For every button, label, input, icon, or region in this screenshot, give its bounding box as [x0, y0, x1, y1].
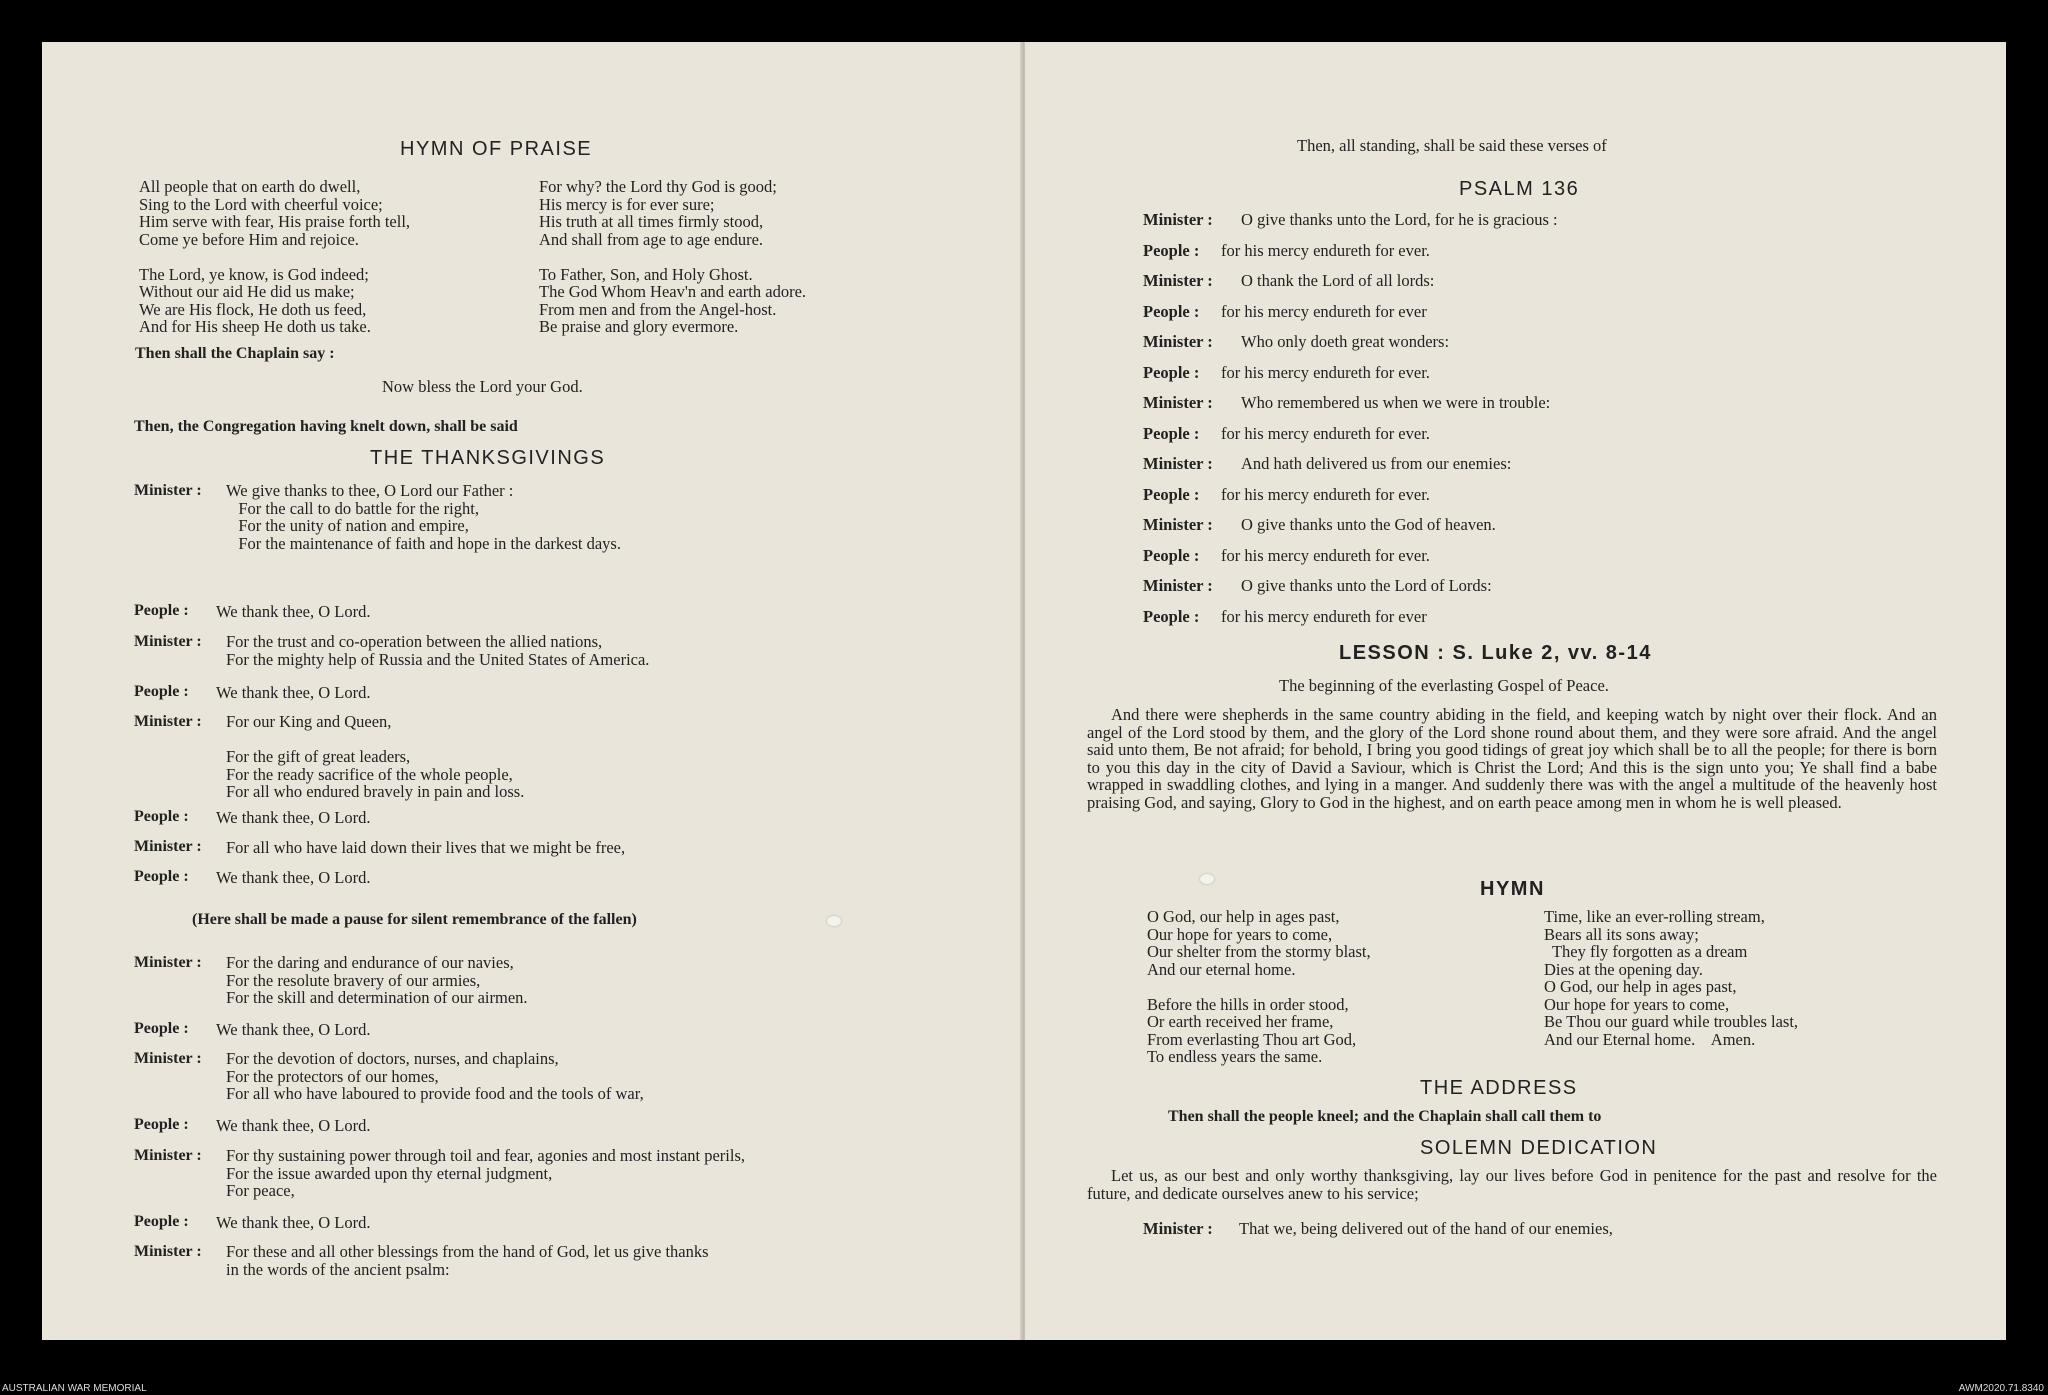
litany-text: We thank thee, O Lord.: [216, 602, 371, 621]
speaker-label: People :: [1143, 301, 1200, 321]
psalm-verse-text: for his mercy endureth for ever.: [1221, 362, 1430, 382]
litany-text: We thank thee, O Lord.: [216, 1020, 371, 1039]
litany-text: For our King and Queen, For the gift of great leaders, For the ready sacrifice of the whole people, For all who endured bravely in pain and loss.: [226, 712, 525, 801]
litany-text: That we, being delivered out of the hand of our enemies,: [1239, 1219, 1613, 1238]
speaker-label: Minister :: [134, 838, 202, 855]
psalm-verse-text: for his mercy endureth for ever.: [1221, 545, 1430, 565]
hymn-verse-column-1: All people that on earth do dwell, Sing to the Lord with cheerful voice; Him serve with fear, His praise forth tell, Come ye before Him and rejoice. The Lord, ye know, is God indeed; Without our aid He did us make; We are His flock, He doth us feed, And for His sheep He doth us take.: [139, 177, 411, 336]
speaker-label: Minister :: [134, 1243, 202, 1260]
psalm-verse-text: O give thanks unto the Lord, for he is gracious :: [1241, 210, 1558, 229]
psalm-verse: [1143, 576, 1492, 596]
speaker-label: People :: [134, 602, 189, 619]
psalm-verse: [1143, 271, 1434, 291]
speaker-label: Minister :: [1143, 393, 1213, 412]
litany-entry: [134, 683, 371, 702]
left-page: [42, 42, 1022, 1340]
hymn-of-praise-title: HYMN OF PRAISE: [400, 138, 593, 160]
psalm-verse-text: for his mercy endureth for ever.: [1221, 423, 1430, 443]
psalm-title: PSALM 136: [1459, 178, 1580, 200]
psalm-verse: [1143, 241, 1430, 261]
pause-rubric: (Here shall be made a pause for silent remembrance of the fallen): [192, 911, 637, 928]
speaker-label: People :: [1143, 484, 1200, 504]
psalm-verse-text: for his mercy endureth for ever.: [1221, 484, 1430, 504]
speaker-label: Minister :: [1143, 576, 1213, 595]
litany-entry: [134, 632, 650, 669]
litany-text: For the daring and endurance of our navies, For the resolute bravery of our armies, For the skill and determination of our airmen.: [226, 953, 528, 1007]
speaker-label: Minister :: [1143, 332, 1213, 351]
hymn-verse-column-2: Time, like an ever-rolling stream, Bears all its sons away; They fly forgotten as a dream Dies at the opening day. O God, our help in ages past, Our hope for years to come, Be Thou our guard while troubles last, And our Eternal home. Amen.: [1544, 907, 1799, 1049]
speaker-label: People :: [134, 1020, 189, 1037]
psalm-verse-text: O give thanks unto the Lord of Lords:: [1241, 576, 1492, 595]
speaker-label: People :: [1143, 423, 1200, 443]
psalm-verse: [1143, 332, 1449, 352]
litany-entry: [134, 481, 621, 553]
psalm-verse-text: Who only doeth great wonders:: [1241, 332, 1450, 351]
psalm-verse-text: for his mercy endureth for ever.: [1221, 240, 1430, 260]
litany-text: For these and all other blessings from the hand of God, let us give thanks in the words of the ancient psalm:: [226, 1242, 709, 1279]
speaker-label: People :: [1143, 606, 1200, 626]
litany-entry: [134, 1242, 709, 1279]
litany-entry: [134, 808, 371, 827]
litany-text: We give thanks to thee, O Lord our Father : For the call to do battle for the right, For the unity of nation and empire, For the maintenance of faith and hope in the darkest days.: [226, 481, 621, 553]
catalog-number: AWM2020.71.8340: [1958, 1383, 2044, 1394]
psalm-verse: [1143, 424, 1430, 444]
litany-text: We thank thee, O Lord.: [216, 1213, 371, 1232]
litany-text: For thy sustaining power through toil and fear, agonies and most instant perils, For the issue awarded upon thy eternal judgment, For peace,: [226, 1146, 746, 1200]
psalm-verse: [1143, 485, 1430, 505]
psalm-verse: [1143, 363, 1430, 383]
speaker-label: Minister :: [134, 954, 202, 971]
hymn-title: HYMN: [1480, 878, 1545, 900]
psalm-verse-text: for his mercy endureth for ever: [1221, 301, 1427, 321]
litany-entry: [134, 1146, 746, 1200]
psalm-verse: [1143, 302, 1427, 322]
psalm-verse: [1143, 454, 1511, 474]
kneel-rubric: Then, the Congregation having knelt down, shall be said: [134, 418, 518, 435]
psalm-verse-text: Who remembered us when we were in trouble:: [1241, 393, 1551, 412]
hymn-verse-column-2: For why? the Lord thy God is good; His mercy is for ever sure; His truth at all times firmly stood, And shall from age to age endure. To Father, Son, and Holy Ghost. The God Whom Heav'n and earth adore. From men and from the Angel-host. Be praise and glory evermore.: [539, 177, 807, 336]
speaker-label: People :: [134, 808, 189, 825]
staple-hole: [827, 916, 841, 926]
final-litany-line: [1143, 1219, 1613, 1239]
psalm-intro: Then, all standing, shall be said these verses of: [1297, 136, 1607, 155]
psalm-verse-text: O thank the Lord of all lords:: [1241, 271, 1435, 290]
litany-entry: [134, 1020, 371, 1039]
lesson-text: And there were shepherds in the same country abiding in the field, and keeping watch by night over their flock. And an angel of the Lord stood by them, and the glory of the Lord shone round about them, and they were sore afraid. And the angel said unto them, Be not afraid; for behold, I bring you good tidings of great joy which shall be to all the people; for there is born to you this day in the city of David a Saviour, which is Christ the Lord; And this is the sign unto you; Ye shall find a babe wrapped in swaddling clothes, and lying in a manger. And suddenly there was with the angel a multitude of the heavenly host praising God, and saying, Glory to God in the highest, and on earth peace among men in whom he is well pleased.: [1087, 705, 1937, 812]
litany-entry: [134, 1049, 644, 1103]
psalm-verse: [1143, 607, 1427, 627]
litany-entry: [134, 1116, 371, 1135]
speaker-label: Minister :: [134, 1147, 202, 1164]
litany-text: For the devotion of doctors, nurses, and chaplains, For the protectors of our homes, For all who have laboured to provide food and the tools of war,: [226, 1049, 644, 1103]
lesson-subtitle: The beginning of the everlasting Gospel of Peace.: [1279, 676, 1609, 695]
archive-credit: AUSTRALIAN WAR MEMORIAL: [2, 1383, 147, 1394]
speaker-label: Minister :: [134, 482, 202, 499]
speaker-label: Minister :: [1143, 271, 1213, 290]
litany-text: We thank thee, O Lord.: [216, 1116, 371, 1135]
litany-entry: [134, 953, 528, 1007]
speaker-label: People :: [1143, 545, 1200, 565]
speaker-label: Minister :: [1143, 1219, 1213, 1238]
chaplain-rubric: Then shall the Chaplain say :: [135, 345, 335, 362]
speaker-label: Minister :: [1143, 454, 1213, 473]
speaker-label: Minister :: [134, 713, 202, 730]
speaker-label: People :: [1143, 362, 1200, 382]
speaker-label: People :: [1143, 240, 1200, 260]
address-rubric: Then shall the people kneel; and the Chaplain shall call them to: [1168, 1108, 1602, 1125]
litany-entry: [134, 1213, 371, 1232]
speaker-label: Minister :: [1143, 515, 1213, 534]
litany-text: We thank thee, O Lord.: [216, 808, 371, 827]
dedication-text: Let us, as our best and only worthy thanksgiving, lay our lives before God in penitence for the past and resolve for the future, and dedicate ourselves anew to his service;: [1087, 1166, 1937, 1203]
speaker-label: Minister :: [1143, 210, 1213, 229]
lesson-title: LESSON : S. Luke 2, vv. 8-14: [1339, 642, 1652, 664]
litany-text: For all who have laid down their lives that we might be free,: [226, 838, 626, 857]
right-page: [1025, 42, 2006, 1340]
psalm-verse: [1143, 546, 1430, 566]
litany-entry: [134, 712, 525, 801]
psalm-verse-text: O give thanks unto the God of heaven.: [1241, 515, 1496, 534]
litany-text: We thank thee, O Lord.: [216, 683, 371, 702]
psalm-verse: [1143, 210, 1558, 230]
thanksgivings-title: THE THANKSGIVINGS: [370, 447, 606, 469]
psalm-verse: [1143, 515, 1496, 535]
speaker-label: People :: [134, 1213, 189, 1230]
hymn-verse-column-1: O God, our help in ages past, Our hope for years to come, Our shelter from the stormy blast, And our eternal home. Before the hills in order stood, Or earth received her frame, From everlasting Thou art God, To endless years the same.: [1147, 907, 1371, 1066]
litany-text: For the trust and co-operation between the allied nations, For the mighty help of Russia and the United States of America.: [226, 632, 650, 669]
litany-entry: [134, 602, 371, 621]
speaker-label: People :: [134, 683, 189, 700]
psalm-verse-text: for his mercy endureth for ever: [1221, 606, 1427, 626]
litany-entry: [134, 838, 626, 857]
speaker-label: Minister :: [134, 1050, 202, 1067]
speaker-label: People :: [134, 868, 189, 885]
litany-entry: [134, 868, 371, 887]
psalm-verse: [1143, 393, 1550, 413]
speaker-label: People :: [134, 1116, 189, 1133]
speaker-label: Minister :: [134, 633, 202, 650]
staple-hole: [1200, 874, 1214, 884]
litany-text: We thank thee, O Lord.: [216, 868, 371, 887]
chaplain-line: Now bless the Lord your God.: [382, 377, 583, 396]
dedication-title: SOLEMN DEDICATION: [1420, 1137, 1658, 1159]
psalm-verse-text: And hath delivered us from our enemies:: [1241, 454, 1512, 473]
address-title: THE ADDRESS: [1420, 1077, 1578, 1099]
